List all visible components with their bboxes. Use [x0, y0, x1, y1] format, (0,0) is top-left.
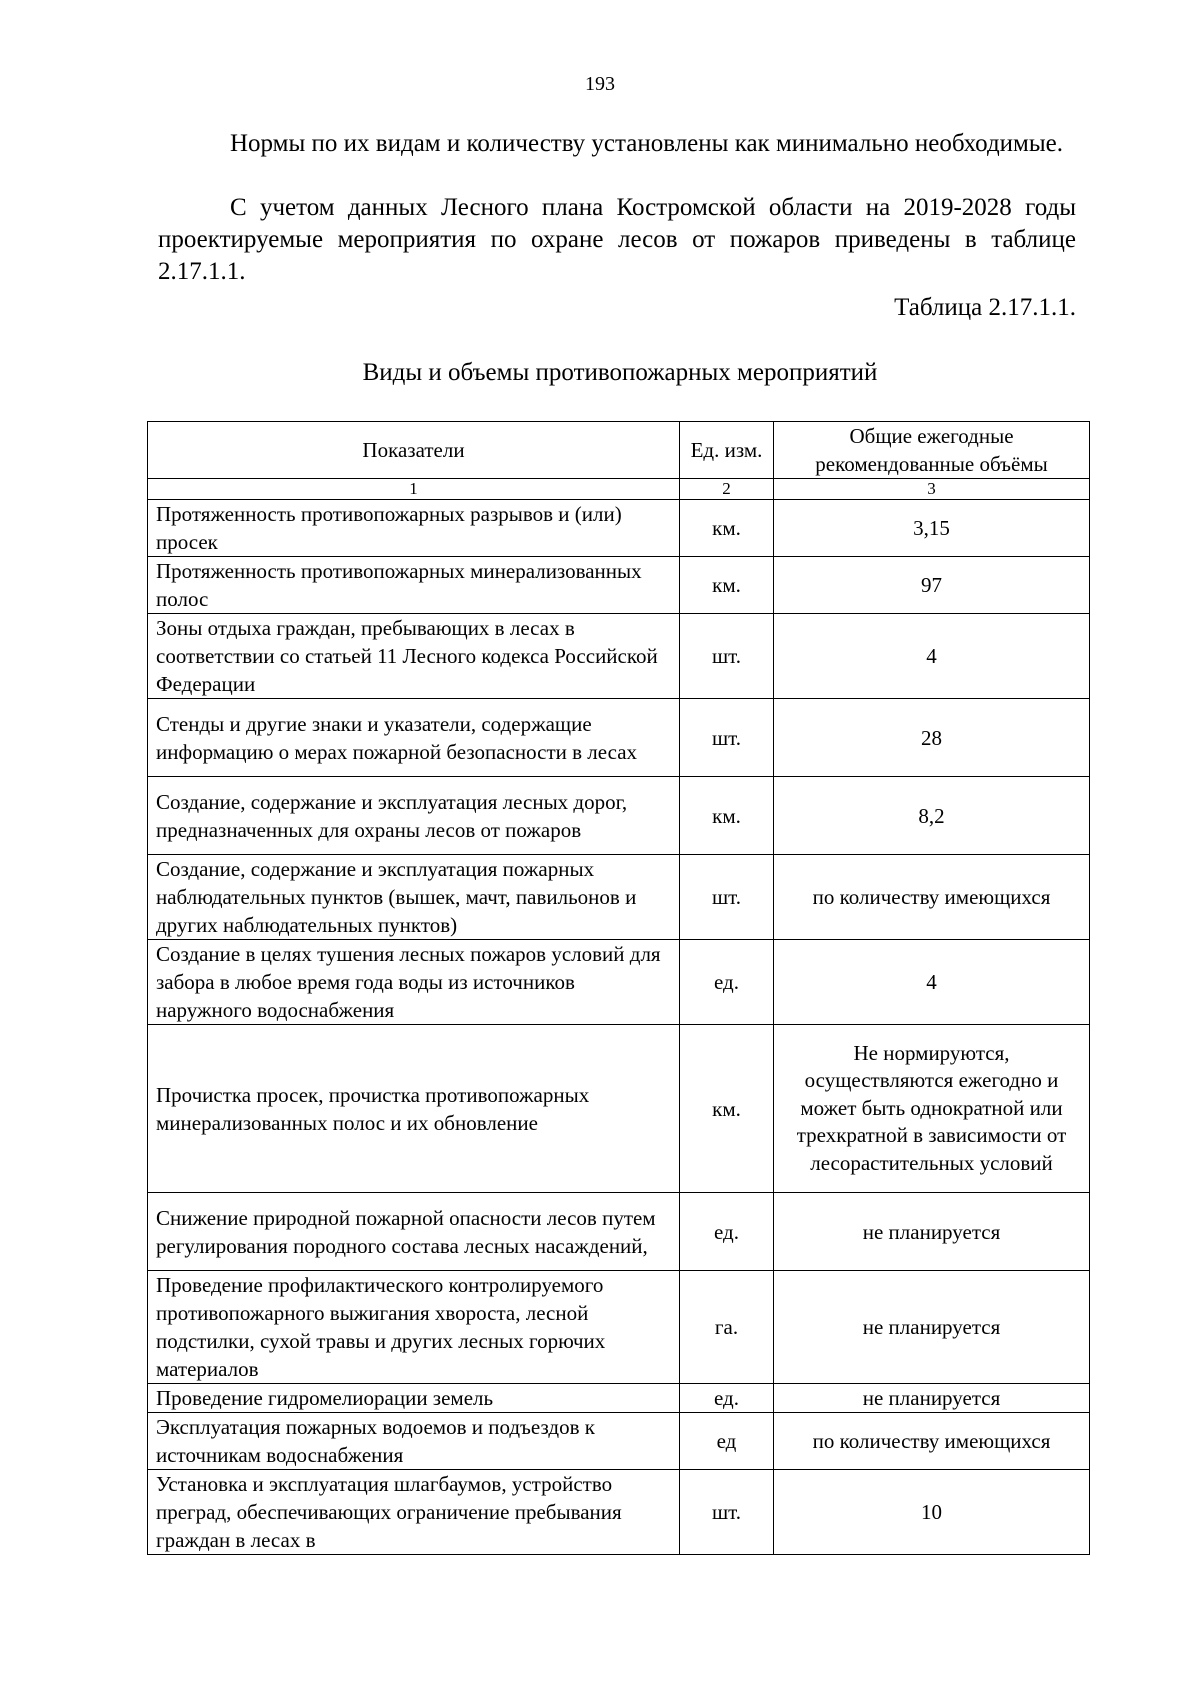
unit-cell: ед: [680, 1413, 774, 1470]
indicator-cell: Протяженность противопожарных разрывов и (или) просек: [148, 500, 680, 557]
header-unit: Ед. изм.: [680, 422, 774, 479]
table-row: [148, 1470, 1090, 1555]
indicator-cell: Прочистка просек, прочистка противопожарных минерализованных полос и их обновление: [148, 1025, 680, 1193]
unit-cell: шт.: [680, 1470, 774, 1555]
value-cell: по количеству имеющихся: [774, 855, 1090, 940]
table-row: [148, 500, 1090, 557]
indicator-cell: Установка и эксплуатация шлагбаумов, устройство преград, обеспечивающих ограничение пребывания граждан в лесах в: [148, 1470, 680, 1555]
table-row: [148, 940, 1090, 1025]
paragraph-forest-plan: [158, 192, 1076, 288]
unit-cell: ед.: [680, 1384, 774, 1413]
header-volumes: Общие ежегодные рекомендованные объёмы: [774, 422, 1090, 479]
value-cell: 10: [774, 1470, 1090, 1555]
unit-cell: шт.: [680, 614, 774, 699]
indicator-cell: Зоны отдыха граждан, пребывающих в лесах в соответствии со статьей 11 Лесного кодекса Российской Федерации: [148, 614, 680, 699]
unit-cell: км.: [680, 1025, 774, 1193]
indicator-cell: Стенды и другие знаки и указатели, содержащие информацию о мерах пожарной безопасности в лесах: [148, 699, 680, 777]
value-cell: 97: [774, 557, 1090, 614]
indicator-cell: Создание, содержание и эксплуатация пожарных наблюдательных пунктов (вышек, мачт, павильонов и других наблюдательных пунктов): [148, 855, 680, 940]
value-cell: 28: [774, 699, 1090, 777]
column-number: 1: [148, 479, 680, 500]
value-cell: Не нормируются, осуществляются ежегодно и может быть однократной или трехкратной в зависимости от лесорастительных условий: [774, 1025, 1090, 1193]
column-number: 2: [680, 479, 774, 500]
table-row: [148, 614, 1090, 699]
table-row: [148, 557, 1090, 614]
indicator-cell: Снижение природной пожарной опасности лесов путем регулирования породного состава лесных насаждений,: [148, 1193, 680, 1271]
table-row: [148, 777, 1090, 855]
table-title: Виды и объемы противопожарных мероприятий: [362, 359, 878, 386]
value-cell: не планируется: [774, 1271, 1090, 1384]
column-number-row: [148, 479, 1090, 500]
indicator-cell: Создание, содержание и эксплуатация лесных дорог, предназначенных для охраны лесов от пожаров: [148, 777, 680, 855]
unit-cell: га.: [680, 1271, 774, 1384]
indicator-cell: Протяженность противопожарных минерализованных полос: [148, 557, 680, 614]
value-cell: не планируется: [774, 1193, 1090, 1271]
table-row: [148, 855, 1090, 940]
indicator-cell: Проведение профилактического контролируемого противопожарного выжигания хвороста, лесной подстилки, сухой травы и других лесных горючих материалов: [148, 1271, 680, 1384]
table-row: [148, 1271, 1090, 1384]
indicator-cell: Проведение гидромелиорации земель: [148, 1384, 680, 1413]
unit-cell: км.: [680, 500, 774, 557]
header-indicators: Показатели: [148, 422, 680, 479]
paragraph-text: Нормы по их видам и количеству установлены как минимально необходимые.: [230, 130, 1064, 157]
value-cell: 4: [774, 940, 1090, 1025]
fire-measures-table: [147, 421, 1090, 1555]
value-cell: 3,15: [774, 500, 1090, 557]
table-row: [148, 1193, 1090, 1271]
value-cell: не планируется: [774, 1384, 1090, 1413]
unit-cell: шт.: [680, 855, 774, 940]
value-cell: 8,2: [774, 777, 1090, 855]
table-row: [148, 1025, 1090, 1193]
indicator-cell: Эксплуатация пожарных водоемов и подъездов к источникам водоснабжения: [148, 1413, 680, 1470]
table-header-row: [148, 422, 1090, 479]
indicator-cell: Создание в целях тушения лесных пожаров условий для забора в любое время года воды из источников наружного водоснабжения: [148, 940, 680, 1025]
unit-cell: км.: [680, 557, 774, 614]
unit-cell: ед.: [680, 940, 774, 1025]
table-row: [148, 1384, 1090, 1413]
column-number: 3: [774, 479, 1090, 500]
table-label: Таблица 2.17.1.1.: [894, 294, 1076, 321]
page-number: 193: [585, 73, 615, 95]
unit-cell: шт.: [680, 699, 774, 777]
unit-cell: км.: [680, 777, 774, 855]
value-cell: 4: [774, 614, 1090, 699]
value-cell: по количеству имеющихся: [774, 1413, 1090, 1470]
table-row: [148, 1413, 1090, 1470]
paragraph-norms: [158, 128, 1076, 160]
paragraph-text: С учетом данных Лесного плана Костромской области на 2019-2028 годы проектируемые мероприятия по охране лесов от пожаров приведены в таблице 2.17.1.1.: [158, 194, 1076, 285]
table-row: [148, 699, 1090, 777]
unit-cell: ед.: [680, 1193, 774, 1271]
